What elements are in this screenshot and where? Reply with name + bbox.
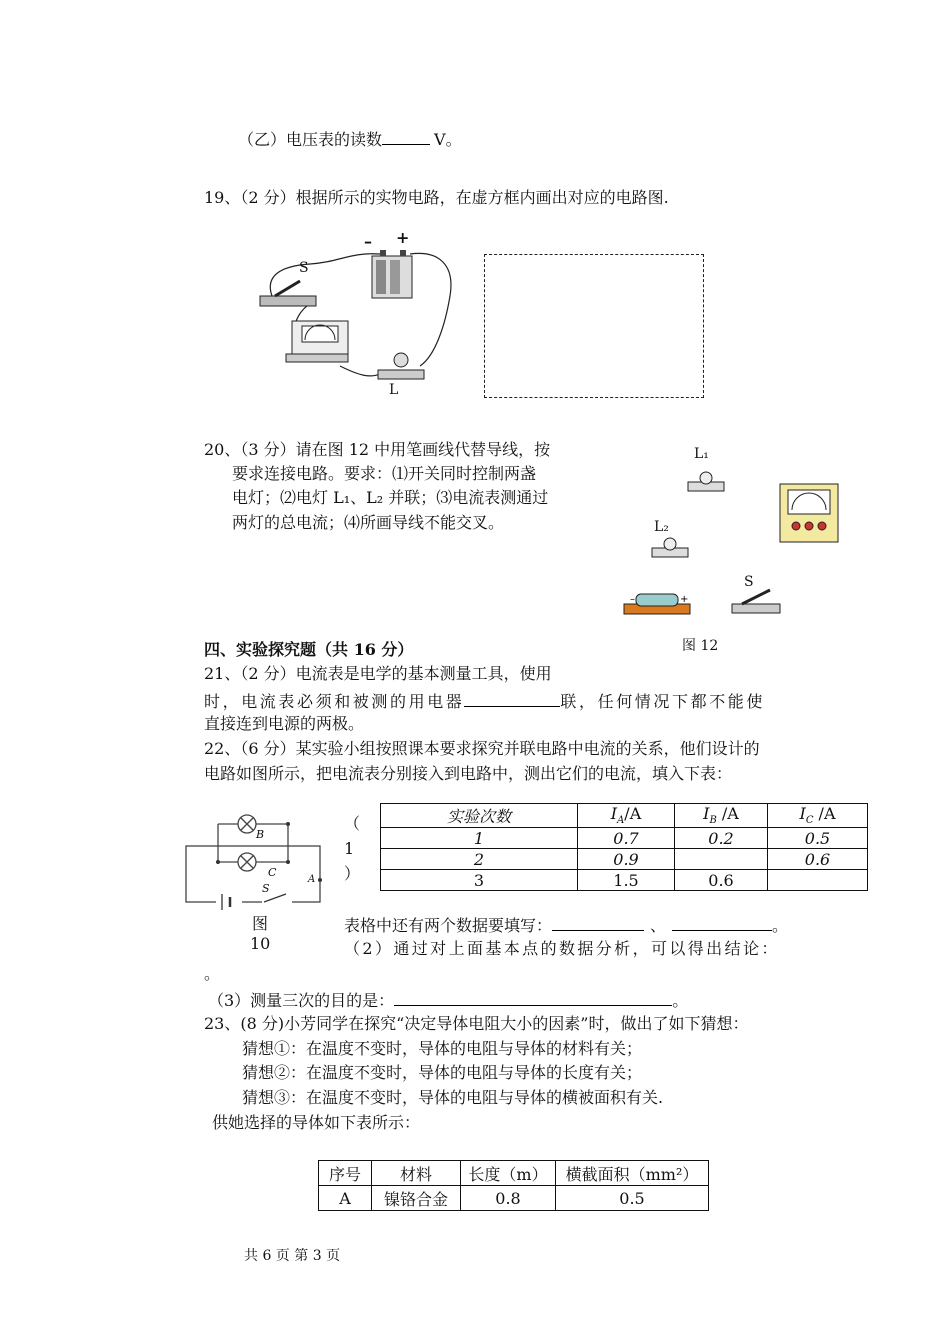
table-row xyxy=(319,1186,709,1211)
svg-text:+: + xyxy=(680,594,689,605)
q20-line2: 要求连接电路。要求：⑴开关同时控制两盏 xyxy=(232,464,537,483)
battery-plus-label: + xyxy=(396,228,410,247)
th-ib: $I_B$ /A xyxy=(675,804,768,828)
th-area: 横截面积（mm²） xyxy=(556,1161,709,1186)
l2-bulb-icon xyxy=(650,536,690,560)
q22-part2: （2）通过对上面基本点的数据分析，可以得出结论： xyxy=(344,939,780,958)
l1-bulb-icon xyxy=(686,470,726,494)
cell: A xyxy=(319,1186,372,1211)
q23-intro: 供她选择的导体如下表所示： xyxy=(212,1113,421,1132)
q18-line xyxy=(238,126,462,152)
q22-fill-end: 。 xyxy=(772,916,789,935)
q18-blank[interactable] xyxy=(382,126,430,145)
q22-part2-end: 。 xyxy=(204,964,221,983)
q19-text: 19、（2 分）根据所示的实物电路，在虚方框内画出对应的电路图. xyxy=(204,188,669,207)
cell: 3 xyxy=(381,870,578,891)
battery2-icon xyxy=(622,590,692,618)
q22-blank-1[interactable] xyxy=(552,912,644,931)
cell: 1 xyxy=(381,828,578,849)
fig10-label-c: C xyxy=(268,866,277,879)
th-material: 材料 xyxy=(372,1161,461,1186)
table-row xyxy=(381,828,868,849)
fig10-caption-1: 图 xyxy=(252,914,269,933)
q20-line3: 电灯；⑵电灯 L₁、L₂ 并联；⑶电流表测通过 xyxy=(232,488,549,507)
q23-guess-3: 猜想③：在温度不变时，导体的电阻与导体的横被面积有关. xyxy=(242,1088,664,1107)
q22-part3-prefix: （3）测量三次的目的是： xyxy=(208,991,395,1010)
q22-blank-2[interactable] xyxy=(672,912,772,931)
q21-blank[interactable] xyxy=(464,688,560,707)
q23-table xyxy=(318,1160,709,1211)
cell: 1.5 xyxy=(578,870,675,891)
th-length: 长度（m） xyxy=(461,1161,556,1186)
switch-icon xyxy=(260,281,316,306)
cell: 镍铬合金 xyxy=(372,1186,461,1211)
cell-empty[interactable] xyxy=(675,849,768,870)
q20-line1: 20、（3 分）请在图 12 中用笔画线代替导线，按 xyxy=(204,440,551,459)
cell: 0.5 xyxy=(768,828,868,849)
th-trial: 实验次数 xyxy=(381,804,578,828)
paren-open: （ xyxy=(344,814,361,833)
cell: 0.2 xyxy=(675,828,768,849)
table-header-row xyxy=(381,804,868,828)
th-ic: $I_C$ /A xyxy=(768,804,868,828)
cell: 0.8 xyxy=(461,1186,556,1211)
th-ia: $I_A/A$ xyxy=(578,804,675,828)
q22-table xyxy=(380,803,868,891)
fig10-label-s: S xyxy=(262,882,270,895)
l1-label: L₁ xyxy=(694,446,709,462)
q19-physical-circuit xyxy=(250,226,460,396)
q21-line2-suffix: 联，任何情况下都不能使 xyxy=(560,692,766,711)
cell: 0.7 xyxy=(578,828,675,849)
q22-line1: 22、（6 分）某实验小组按照课本要求探究并联电路中电流的关系，他们设计的 xyxy=(204,739,760,758)
q23-guess-1: 猜想①：在温度不变时，导体的电阻与导体的材料有关； xyxy=(242,1039,643,1058)
cell: 2 xyxy=(381,849,578,870)
battery-icon xyxy=(372,250,412,298)
page-footer: 共 6 页 第 3 页 xyxy=(244,1248,341,1264)
battery-minus-label: – xyxy=(364,232,372,251)
fig10-circuit-diagram xyxy=(182,814,322,912)
q22-fill-line xyxy=(344,912,788,938)
fig10-caption-2: 10 xyxy=(250,934,271,953)
paren-close: ） xyxy=(344,864,361,883)
q19-answer-box[interactable] xyxy=(484,254,704,398)
q21-line3: 直接连到电源的两极。 xyxy=(204,714,365,733)
bulb-icon xyxy=(378,353,424,379)
q22-part3-end: 。 xyxy=(672,991,689,1010)
meter-icon xyxy=(286,321,348,362)
cell: 0.6 xyxy=(675,870,768,891)
q18-suffix: V。 xyxy=(434,130,462,149)
q20-line4: 两灯的总电流；⑷所画导线不能交叉。 xyxy=(232,513,505,532)
paren-num: 1 xyxy=(344,839,355,858)
q22-fill-sep: 、 xyxy=(650,916,667,935)
cell: 0.9 xyxy=(578,849,675,870)
q22-fill-prefix: 表格中还有两个数据要填写： xyxy=(344,916,553,935)
l2-label: L₂ xyxy=(654,519,669,535)
fig12-caption: 图 12 xyxy=(682,638,719,654)
s-label: S xyxy=(744,574,754,590)
switch-label: S xyxy=(299,260,309,276)
th-index: 序号 xyxy=(319,1161,372,1186)
cell: 0.5 xyxy=(556,1186,709,1211)
cell-empty[interactable] xyxy=(768,870,868,891)
q18-prefix: （乙）电压表的读数 xyxy=(238,130,383,149)
q22-blank-3[interactable] xyxy=(394,987,672,1006)
table-row xyxy=(381,849,868,870)
table-row xyxy=(381,870,868,891)
q23-guess-2: 猜想②：在温度不变时，导体的电阻与导体的长度有关； xyxy=(242,1063,643,1082)
cell: 0.6 xyxy=(768,849,868,870)
q21-line2 xyxy=(204,688,765,714)
q22-part3 xyxy=(208,987,688,1013)
q21-line2-prefix: 时，电流表必须和被测的用电器 xyxy=(204,692,465,711)
ammeter-icon xyxy=(776,482,842,546)
svg-text:–: – xyxy=(630,594,635,605)
q23-line1: 23、(8 分)小芳同学在探究“决定导体电阻大小的因素”时，做出了如下猜想： xyxy=(204,1014,749,1033)
table-header-row xyxy=(319,1161,709,1186)
q22-line2: 电路如图所示，把电流表分别接入到电路中，测出它们的电流，填入下表： xyxy=(204,764,733,783)
switch2-icon xyxy=(730,586,782,616)
fig10-label-b: B xyxy=(256,828,265,841)
q21-line1: 21、（2 分）电流表是电学的基本测量工具，使用 xyxy=(204,664,552,683)
fig10-label-a: A xyxy=(308,874,316,885)
section4-heading: 四、实验探究题（共 16 分） xyxy=(204,640,414,659)
bulb-label: L xyxy=(389,382,399,398)
